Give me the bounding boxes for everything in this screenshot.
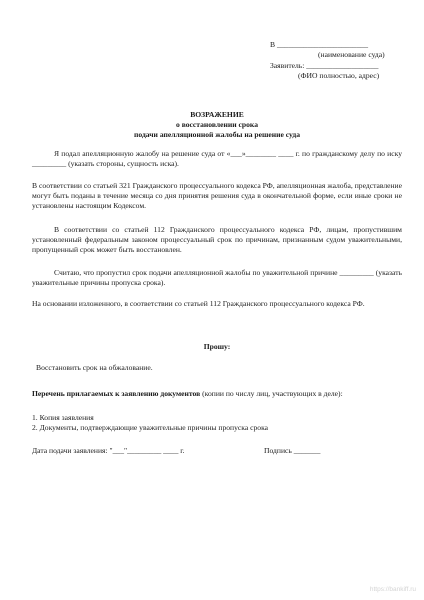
- attachment-item: 2. Документы, подтверждающие уважительные причины пропуска срока: [32, 422, 269, 432]
- court-caption: (наименование суда): [318, 49, 385, 59]
- footer-line: [32, 446, 402, 456]
- title-main: ВОЗРАЖЕНИЕ: [190, 110, 244, 119]
- applicant-line: Заявитель: ___________________: [270, 60, 379, 70]
- paragraph-2: В соответствии со статьей 321 Гражданского процессуального кодекса РФ, апелляционная жалоба, представление могут быть поданы в течение месяца со дня принятия решения суда в окончательной форме, если иные сроки не установлены настоящим Кодексом.: [32, 181, 402, 210]
- document-title: [32, 110, 402, 140]
- submission-date: Дата подачи заявления: "___"_________ ____ г.: [32, 446, 185, 455]
- attachments-heading-rest: (копии по числу лиц, участвующих в деле):: [200, 389, 343, 398]
- signature-line: Подпись _______: [264, 446, 321, 455]
- attachment-item: 1. Копия заявления: [32, 413, 94, 422]
- paragraph-1: Я подал апелляционную жалобу на решение суда от «___»________ ____ г. по гражданскому делу по иску _________ (указать стороны, сущность иска).: [32, 149, 402, 168]
- court-line: В ________________________: [270, 40, 369, 49]
- attachments-list: [32, 413, 402, 433]
- request-heading: Прошу:: [203, 342, 231, 351]
- paragraph-5: На основании изложенного, в соответствии со статьей 112 Гражданского процессуального кодекса РФ.: [32, 299, 365, 308]
- title-sub2: подачи апелляционной жалобы на решение суда: [133, 129, 301, 139]
- attachments-heading-bold: Перечень прилагаемых к заявлению документов: [32, 389, 201, 398]
- attachments-heading: [32, 389, 402, 399]
- paragraph-4: Считаю, что пропустил срок подачи апелляционной жалобы по уважительной причине _________ (указать уважительные причины пропуска срока).: [32, 268, 402, 287]
- paragraph-3: В соответствии со статьей 112 Гражданского процессуального кодекса РФ, лицам, пропустившим установленный федеральным законом процессуальный срок по причинам, признанным судом уважительными, пропущенный срок может быть восстановлен.: [32, 225, 402, 254]
- title-sub1: о восстановлении срока: [176, 119, 258, 129]
- watermark: https://bankiff.ru: [369, 585, 416, 593]
- applicant-caption: (ФИО полностью, адрес): [298, 70, 380, 80]
- header-block: [270, 40, 402, 80]
- request-text: Восстановить срок на обжалование.: [36, 363, 153, 372]
